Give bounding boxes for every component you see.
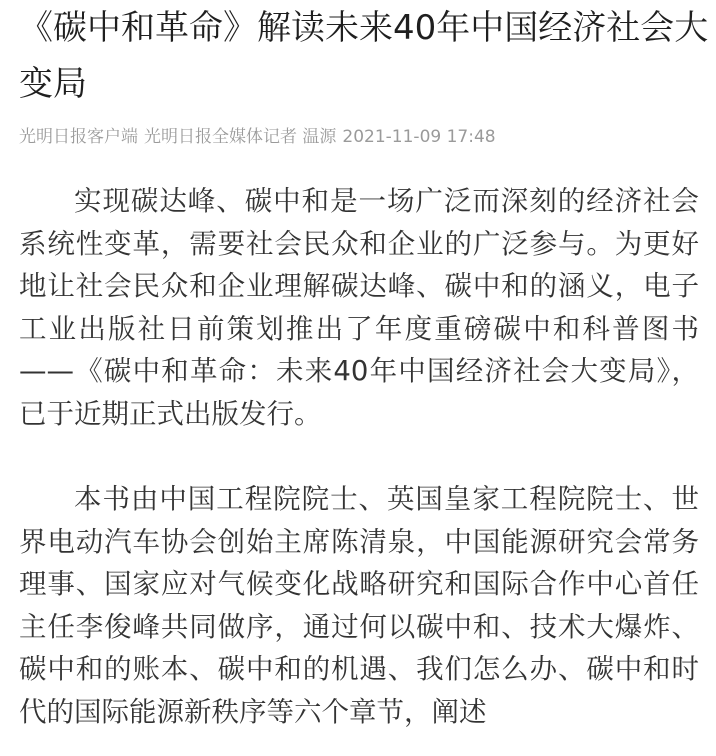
article-source[interactable]: 光明日报客户端 bbox=[19, 127, 138, 147]
article-title: 《碳中和革命》解读未来40年中国经济社会大变局 bbox=[19, 8, 709, 104]
article-datetime: 2021-11-09 17:48 bbox=[342, 127, 496, 147]
article-author: 光明日报全媒体记者 温源 bbox=[144, 127, 337, 147]
article-paragraph: 实现碳达峰、碳中和是一场广泛而深刻的经济社会系统性变革，需要社会民众和企业的广泛参与。为更好地让社会民众和企业理解碳达峰、碳中和的涵义，电子工业出版社日前策划推出了年度重磅碳中和科普图书——《碳中和革命：未来40年中国经济社会大变局》，已于近期正式出版发行。 bbox=[19, 185, 699, 430]
article-paragraph: 本书由中国工程院院士、英国皇家工程院院士、世界电动汽车协会创始主席陈清泉，中国能源研究会常务理事、国家应对气候变化战略研究和国际合作中心首任主任李俊峰共同做序，通过何以碳中和、技术大爆炸、碳中和的账本、碳中和的机遇、我们怎么办、碳中和时代的国际能源新秩序等六个章节，阐述 bbox=[19, 483, 699, 728]
article-meta bbox=[19, 123, 699, 151]
